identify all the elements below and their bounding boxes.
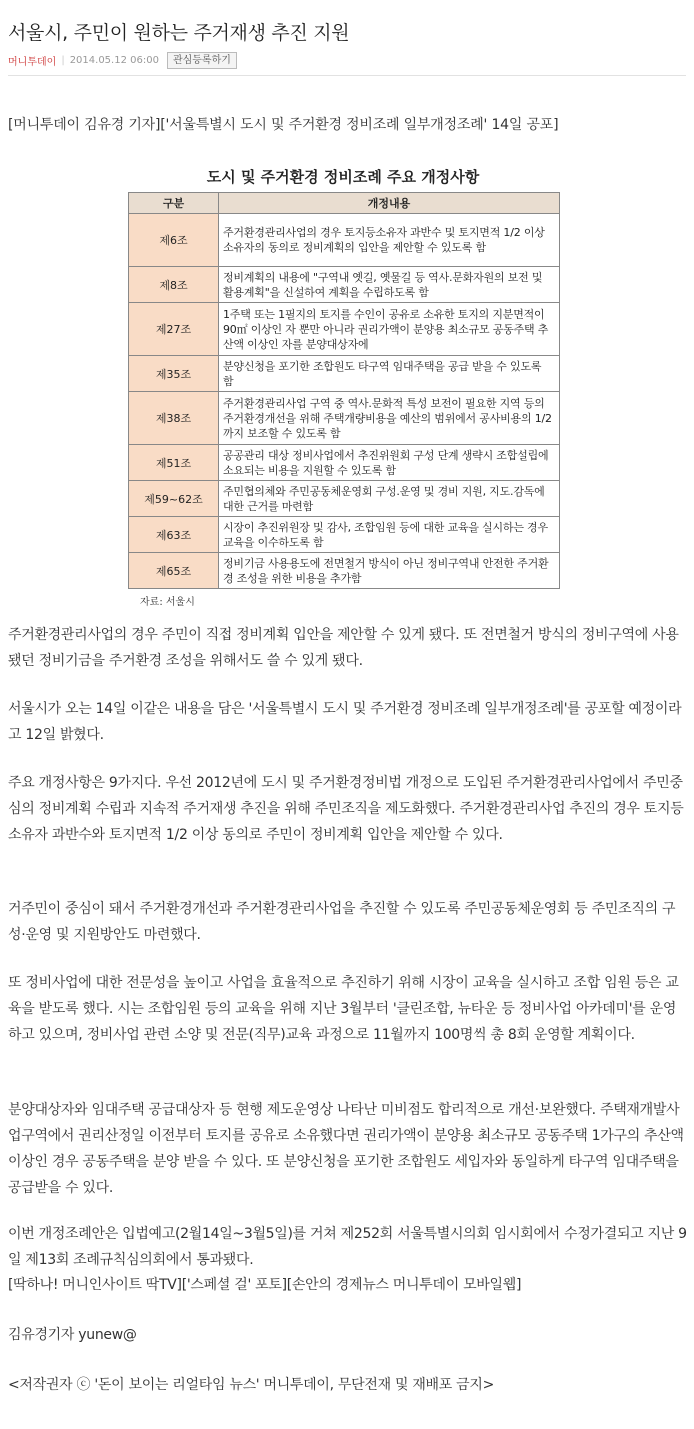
table-row [129,267,560,303]
row-content: 주거환경관리사업 구역 중 역사.문화적 특성 보전이 필요한 지역 등의 주거환경개선을 위해 주택개량비용을 예산의 범위에서 공사비용의 1/2까지 보조할 수 있도록 함 [219,392,560,445]
row-content: 1주택 또는 1필지의 토지를 수인이 공유로 소유한 토지의 지분면적이 90㎡ 이상인 자 뿐만 아니라 권리가액이 분양용 최소규모 공동주택 추산액 이상인 자를 분양대상자에 [219,303,560,356]
figure-title: 도시 및 주거환경 정비조례 주요 개정사항 [206,168,480,186]
header-content: 개정내용 [219,193,560,214]
table-row [129,214,560,267]
table-row [129,303,560,356]
promo-links[interactable]: [딱하나! 머니인사이트 딱TV]['스페셜 걸' 포토][손안의 경제뉴스 머니투데이 모바일웹] [8,1277,522,1293]
table-row [129,392,560,445]
paragraph-1: 주거환경관리사업의 경우 주민이 직접 정비계획 입안을 제안할 수 있게 됐다. 또 전면철거 방식의 정비구역에 사용됐던 정비기금을 주거환경 조성을 위해서도 쓸 수 있게 됐다. [8,627,679,669]
copyright-notice: <저작권자 ⓒ '돈이 보이는 리얼타임 뉴스' 머니투데이, 무단전재 및 재배포 금지> [8,1377,495,1393]
paragraph-3: 주요 개정사항은 9가지다. 우선 2012년에 도시 및 주거환경정비법 개정으로 도입된 주거환경관리사업에서 주민중심의 정비계획 수립과 지속적 주거재생 추진을 위해 주민조직을 제도화했다. 주거환경관리사업 추진의 경우 토지등소유자 과반수와 토지면적 1/2 이상 동의로 주민이 정비계획 입안을 제안할 수 있다. [8,775,684,843]
paragraph-7: 이번 개정조례안은 입법예고(2월14일~3월5일)를 거쳐 제252회 서울특별시의회 임시회에서 수정가결되고 지난 9일 제13회 조례규칙심의회에서 통과됐다. [8,1226,687,1268]
row-article: 제38조 [129,392,219,445]
amendment-figure [124,166,562,608]
meta-divider: | [61,55,65,66]
row-article: 제35조 [129,356,219,392]
header-divider [8,75,686,76]
table-header-row [129,193,560,214]
source-link[interactable]: 머니투데이 [8,57,57,68]
interest-button[interactable]: 관심등록하기 [167,52,237,69]
article-lead: [머니투데이 김유경 기자]['서울특별시 도시 및 주거환경 정비조례 일부개정조례' 14일 공포] [8,117,559,133]
paragraph-2: 서울시가 오는 14일 이같은 내용을 담은 '서울특별시 도시 및 주거환경 정비조례 일부개정조례'를 공포할 예정이라고 12일 밝혔다. [8,701,682,743]
row-article: 제27조 [129,303,219,356]
paragraph-4: 거주민이 중심이 돼서 주거환경개선과 주거환경관리사업을 추진할 수 있도록 주민공동체운영회 등 주민조직의 구성·운영 및 지원방안도 마련했다. [8,901,676,943]
row-article: 제63조 [129,517,219,553]
row-article: 제65조 [129,553,219,589]
row-content: 정비계획의 내용에 "구역내 옛길, 옛물길 등 역사.문화자원의 보전 및 활용계획"을 신설하여 계획을 수립하도록 함 [219,267,560,303]
table-row [129,445,560,481]
amendment-table [128,192,560,589]
row-article: 제51조 [129,445,219,481]
row-article: 제6조 [129,214,219,267]
header-category: 구분 [129,193,219,214]
table-row [129,517,560,553]
article-title: 서울시, 주민이 원하는 주거재생 추진 지원 [8,22,350,44]
figure-source: 자료: 서울시 [140,597,195,608]
table-row [129,356,560,392]
row-article: 제59~62조 [129,481,219,517]
reporter-byline: 김유경기자 yunew@ [8,1327,137,1343]
row-content: 공공관리 대상 정비사업에서 추진위원회 구성 단계 생략시 조합설립에 소요되는 비용을 지원할 수 있도록 함 [219,445,560,481]
row-content: 주거환경관리사업의 경우 토지등소유자 과반수 및 토지면적 1/2 이상 소유자의 동의로 정비계획의 입안을 제안할 수 있도록 함 [219,214,560,267]
article-meta [8,52,237,69]
row-article: 제8조 [129,267,219,303]
publish-date: 2014.05.12 06:00 [69,55,159,66]
table-row [129,553,560,589]
paragraph-6: 분양대상자와 임대주택 공급대상자 등 현행 제도운영상 나타난 미비점도 합리적으로 개선·보완했다. 주택재개발사업구역에서 권리산정일 이전부터 토지를 공유로 소유했다면 권리가액이 분양용 최소규모 공동주택 1가구의 추산액 이상인 경우 공동주택을 분양 받을 수 있다. 또 분양신청을 포기한 조합원도 세입자와 동일하게 타구역 임대주택을 공급받을 수 있다. [8,1102,684,1196]
row-content: 분양신청을 포기한 조합원도 타구역 임대주택을 공급 받을 수 있도록 함 [219,356,560,392]
row-content: 주민협의체와 주민공동체운영회 구성.운영 및 경비 지원, 지도.감독에 대한 근거를 마련함 [219,481,560,517]
table-row [129,481,560,517]
row-content: 시장이 추진위원장 및 감사, 조합임원 등에 대한 교육을 실시하는 경우 교육을 이수하도록 함 [219,517,560,553]
paragraph-5: 또 정비사업에 대한 전문성을 높이고 사업을 효율적으로 추진하기 위해 시장이 교육을 실시하고 조합 임원 등은 교육을 받도록 했다. 시는 조합임원 등의 교육을 위해 지난 3월부터 '클린조합, 뉴타운 등 정비사업 아카데미'를 운영하고 있으며, 정비사업 관련 소양 및 전문(직무)교육 과정으로 11월까지 100명씩 총 8회 운영할 계획이다. [8,975,679,1043]
row-content: 정비기금 사용용도에 전면철거 방식이 아닌 정비구역내 안전한 주거환경 조성을 위한 비용을 추가함 [219,553,560,589]
